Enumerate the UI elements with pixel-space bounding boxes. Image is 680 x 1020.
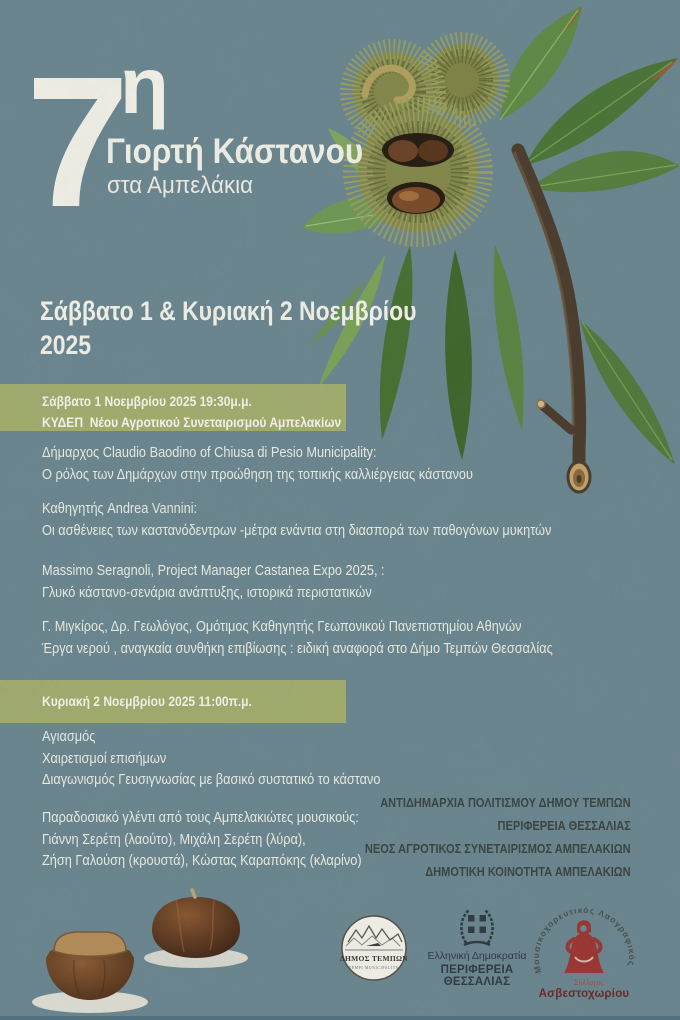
tempi-municipality-logo [336, 912, 412, 984]
asvestochori-association-logo [527, 898, 642, 1003]
branch-stem [518, 150, 580, 470]
tempi-logo-subtitle: TEMPI MUNICIPALITY [348, 966, 400, 970]
face [580, 925, 587, 932]
hellenic-republic-label: Ελληνική Δημοκρατία [427, 950, 527, 962]
poster-subtitle [107, 172, 264, 200]
greek-republic-emblem [455, 906, 499, 948]
poster-title [106, 132, 392, 172]
speaker-block [42, 443, 532, 486]
day2-banner [0, 680, 346, 723]
dates-heading [40, 294, 483, 362]
organizer-line: ΔΗΜΟΤΙΚΗ ΚΟΙΝΟΤΗΤΑ ΑΜΠΕΛΑΚΙΩΝ [425, 864, 631, 879]
music-line: Γιάννη Σερέτη (λαούτο), Μιχάλη Σερέτη (λύρα), [42, 831, 306, 848]
whole-chestnut-body [152, 897, 240, 958]
folk-dancer-figure [564, 920, 604, 973]
chestnuts-illustration [18, 888, 250, 1018]
chestnut-nut [388, 140, 418, 162]
cross-horizontal [468, 922, 486, 927]
speaker-name: Γ. Μιγκίρος, Δρ. Γεωλόγος, Ομότιμος Καθηγητής Γεωπονικού Πανεπιστημίου Αθηνών [42, 619, 522, 635]
speaker-block [42, 617, 622, 660]
wreath-base [464, 942, 490, 945]
twig-cut-end [537, 400, 545, 408]
music-line: Παραδοσιακό γλέντι από τους Αμπελακιώτες μουσικούς: [42, 810, 359, 826]
day2-banner-date: Κυριακή 2 Νοεμβρίου 2025 11:00π.μ. [42, 693, 252, 709]
day1-banner-venue: ΚΥΔΕΠ Νέου Αγροτικού Συνεταιρισμού Αμπελακίων [42, 414, 342, 430]
day1-banner-date: Σάββατο 1 Νοεμβρίου 2025 19:30μ.μ. [42, 393, 252, 409]
association-arc-textpath: Μουσικοχορευτικός Λαογραφικός [530, 904, 638, 975]
speaker-name: Δήμαρχος Claudio Baodino of Chiusa di Pesio Municipality: [42, 445, 377, 461]
leaf [530, 151, 680, 192]
bottom-edge-line [0, 1016, 680, 1020]
leaf [494, 245, 524, 430]
association-name: Ασβεστοχωρίου [538, 988, 630, 1000]
speaker-block [42, 499, 621, 542]
organizer-line: ΠΕΡΙΦΕΡΕΙΑ ΘΕΣΣΑΛΙΑΣ [497, 818, 631, 833]
speaker-topic: Έργα νερού , αναγκαία συνθήκη επιβίωσης : ειδική αναφορά στο Δήμο Τεμπών Θεσσαλίας [42, 640, 553, 657]
wreath-left [461, 910, 469, 943]
leaf-vein [500, 10, 578, 120]
speaker-topic: Γλυκό κάστανο-σενάρια ανάπτυξης, ιστορικά περιστατικών [42, 584, 372, 601]
organizer-line: ΑΝΤΙΔΗΜΑΡΧΙΑ ΠΟΛΙΤΙΣΜΟΥ ΔΗΜΟΥ ΤΕΜΠΩΝ [380, 795, 631, 810]
thessaly-region-label: ΠΕΡΙΦΕΡΕΙΑ ΘΕΣΣΑΛΙΑΣ [440, 964, 514, 988]
program-item: Διαγωνισμός Γευσιγνωσίας με βασικό συστατικό το κάστανο [42, 772, 381, 788]
dates-line-1: Σάββατο 1 & Κυριακή 2 Νοεμβρίου [40, 296, 417, 326]
chestnut-highlight [399, 191, 419, 201]
program-item: Αγιασμός [42, 729, 96, 745]
association-script-text: Σύλλογος [574, 978, 604, 987]
leaf-vein [582, 322, 672, 460]
chestnut-stem [192, 890, 195, 897]
edition-suffix: η [120, 41, 169, 130]
cut-chestnut-cap [54, 932, 126, 956]
speaker-name: Καθηγητής Andrea Vannini: [42, 501, 198, 517]
speaker-block [42, 561, 431, 604]
poster-subtitle-text: στα Αμπελάκια [107, 172, 253, 199]
wreath-right [485, 910, 493, 943]
speaker-topic: Ο ρόλος των Δημάρχων στην προώθηση της τοπικής καλλιέργειας κάστανου [42, 466, 473, 483]
leaf-cluster [302, 6, 680, 234]
organizer-line: ΝΕΟΣ ΑΓΡΟΤΙΚΟΣ ΣΥΝΕΤΑΙΡΙΣΜΟΣ ΑΜΠΕΛΑΚΙΩΝ [365, 841, 631, 856]
speaker-name: Massimo Seragnoli, Project Manager Castanea Expo 2025, : [42, 563, 385, 579]
tempi-logo-name: ΔΗΜΟΣ ΤΕΜΠΩΝ [339, 954, 409, 963]
music-line: Ζήση Γαλούση (κρουστά), Κώστας Καραπόκης (κλαρίνο) [42, 853, 362, 869]
day2-program [42, 727, 427, 792]
edition-number: 7 [26, 39, 124, 246]
dates-line-2: 2025 [40, 330, 92, 360]
branch-cut-core [577, 475, 582, 483]
chestnut-nut [392, 187, 440, 213]
chestnut-branch-illustration [290, 0, 680, 520]
logo-circle [339, 916, 409, 980]
branch-twig [543, 406, 571, 430]
day1-banner [0, 384, 346, 431]
organizers-list [318, 791, 631, 883]
program-item: Χαιρετισμοί επισήμων [42, 750, 167, 767]
poster-title-text: Γιορτή Κάστανου [106, 132, 364, 171]
chestnut-nut [418, 140, 448, 162]
branch [514, 150, 590, 492]
thessaly-region-logo [416, 906, 538, 988]
speaker-topic: Οι ασθένειες των καστανόδεντρων -μέτρα ενάντια στη διασπορά των παθογόνων μυκητών [42, 522, 552, 539]
